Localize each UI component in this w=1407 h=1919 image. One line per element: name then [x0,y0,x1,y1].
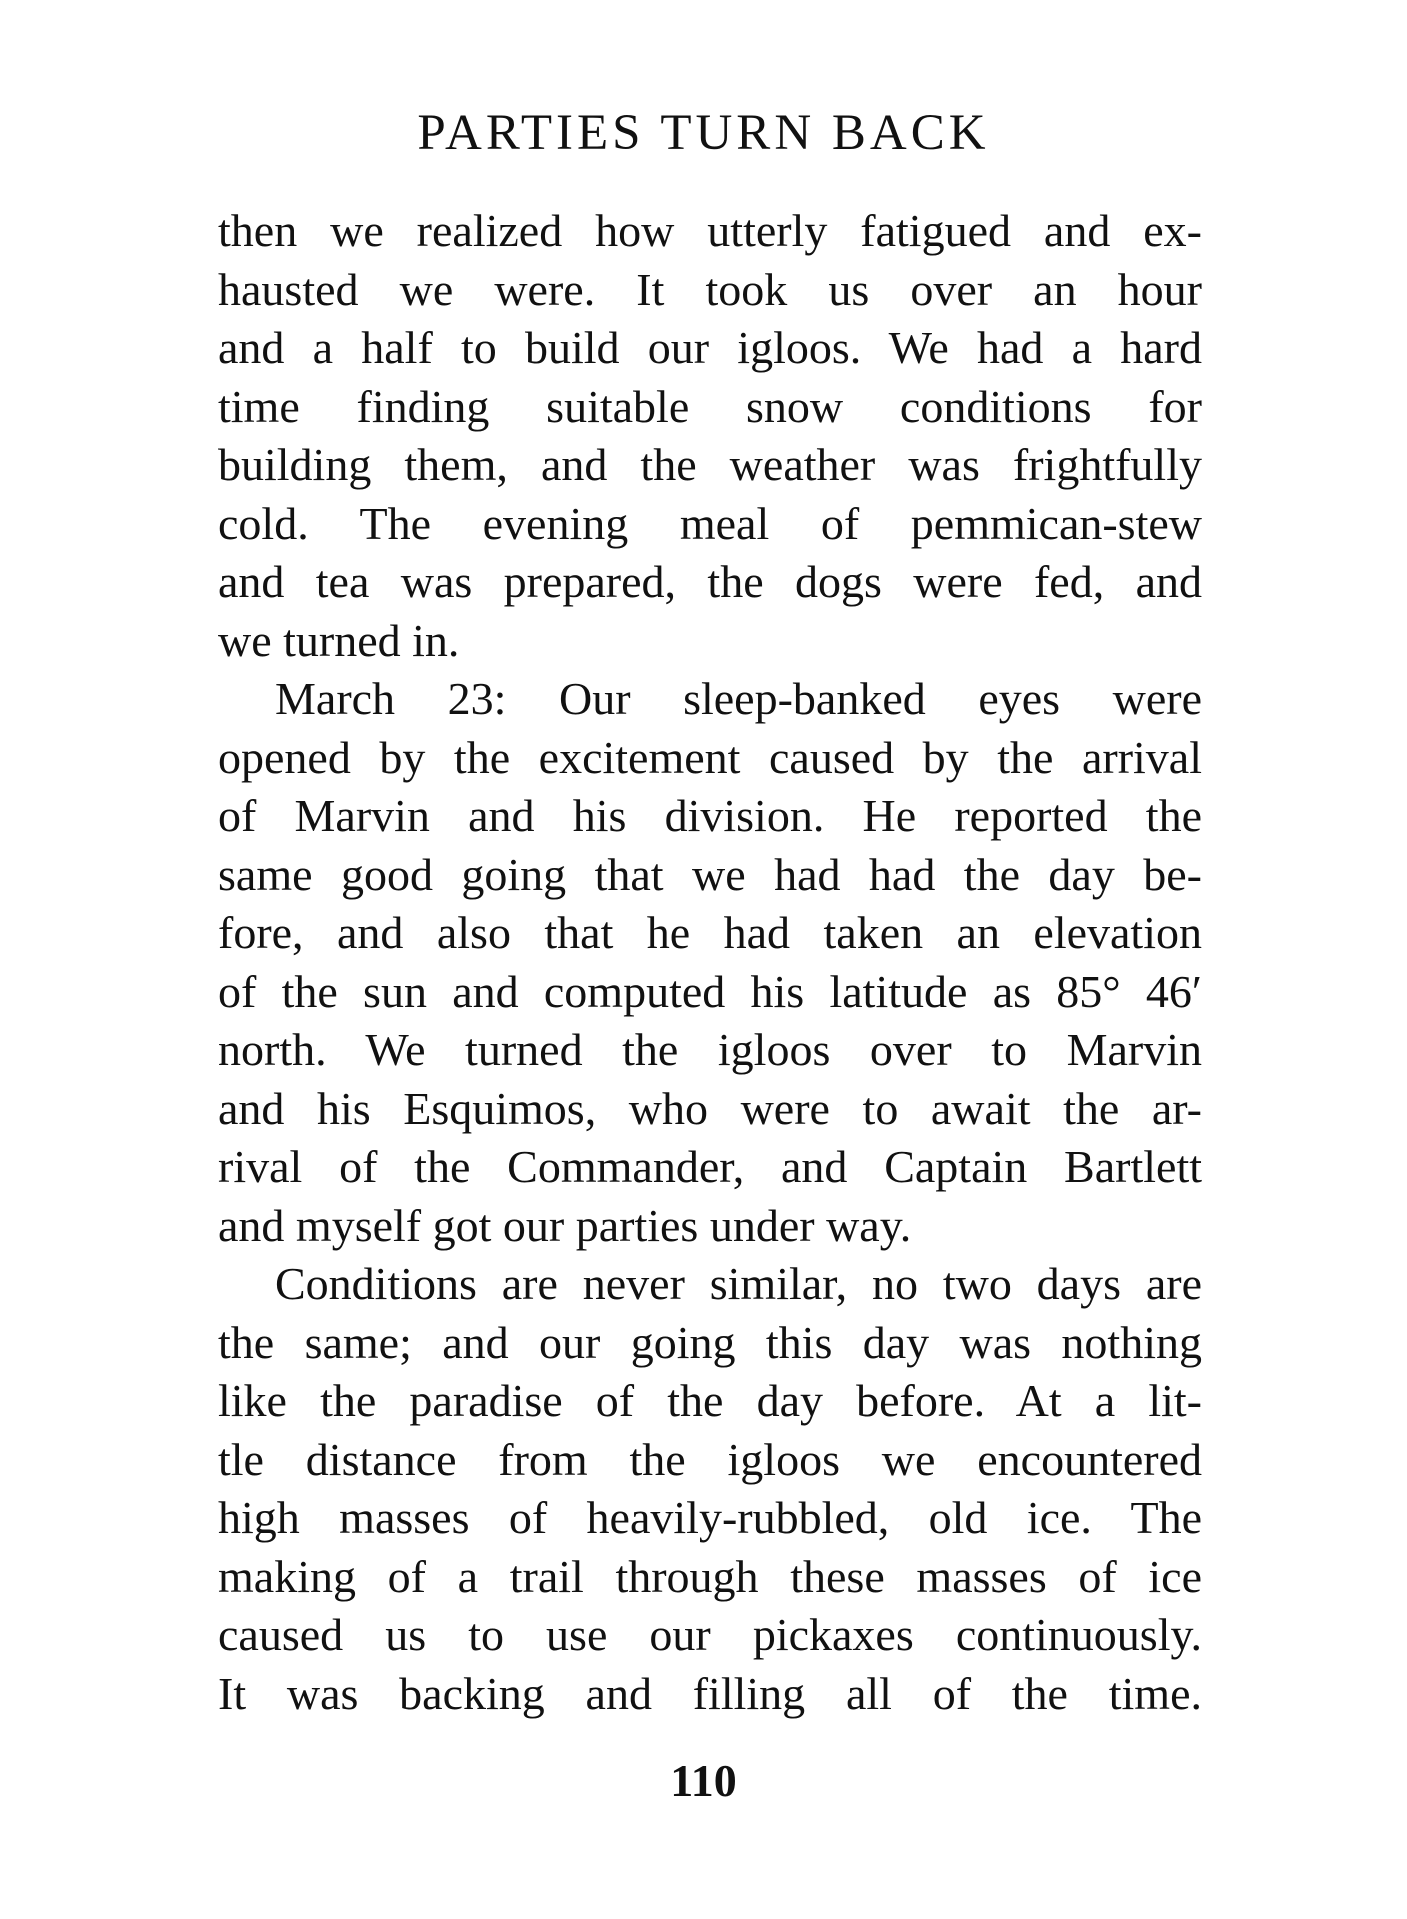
text-line: same good going that we had had the day be- [218,849,1202,900]
text-line: like the paradise of the day before. At a lit- [218,1375,1202,1426]
text-line: hausted we were. It took us over an hour [218,264,1202,315]
text-line: high masses of heavily-rubbled, old ice. The [218,1492,1202,1543]
text-line: the same; and our going this day was nothing [218,1317,1202,1368]
text-line: Conditions are never similar, no two days are [275,1258,1202,1309]
text-line: of the sun and computed his latitude as 85° 46′ [218,966,1202,1017]
text-line: we turned in. [218,615,460,666]
text-line: building them, and the weather was frightfully [218,439,1202,490]
text-line: and myself got our parties under way. [218,1200,912,1251]
text-line: It was backing and filling all of the time. [218,1668,1202,1719]
text-line: rival of the Commander, and Captain Bartlett [218,1141,1202,1192]
text-line: and a half to build our igloos. We had a hard [218,322,1202,373]
text-line: north. We turned the igloos over to Marvin [218,1024,1202,1075]
text-line: time finding suitable snow conditions for [218,381,1202,432]
running-head: PARTIES TURN BACK [417,105,990,161]
page-number: 110 [670,1755,737,1806]
text-line: opened by the excitement caused by the arrival [218,732,1202,783]
text-line: tle distance from the igloos we encountered [218,1434,1202,1485]
text-line: then we realized how utterly fatigued and ex- [218,205,1202,256]
text-line: cold. The evening meal of pemmican-stew [218,498,1202,549]
text-line: March 23: Our sleep-banked eyes were [275,673,1202,724]
text-line: and his Esquimos, who were to await the ar- [218,1083,1202,1134]
text-line: of Marvin and his division. He reported the [218,790,1202,841]
text-line: making of a trail through these masses of ice [218,1551,1202,1602]
text-line: fore, and also that he had taken an elevation [218,907,1202,958]
text-line: caused us to use our pickaxes continuously. [218,1609,1202,1660]
text-line: and tea was prepared, the dogs were fed, and [218,556,1202,607]
